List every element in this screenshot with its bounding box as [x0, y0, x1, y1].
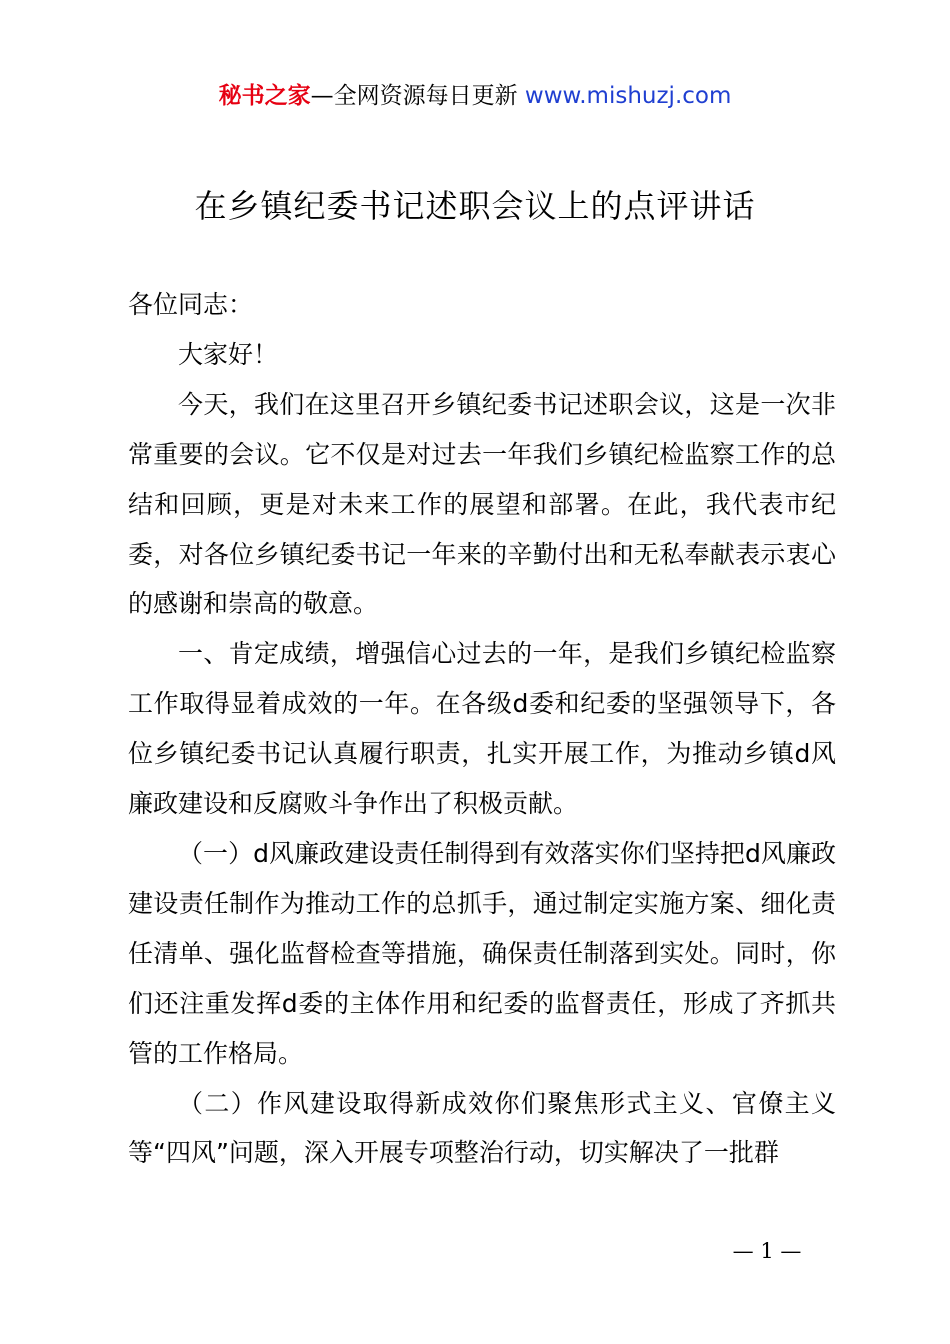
- site-tagline: —全网资源每日更新: [310, 83, 525, 109]
- paragraph-greeting: 大家好！: [178, 339, 279, 369]
- site-header: [0, 80, 950, 112]
- page-number: — 1 —: [732, 1239, 802, 1263]
- paragraph-opening: 今天，我们在这里召开乡镇纪委书记述职会议，这是一次非常重要的会议。它不仅是对过去一年我们乡镇纪检监察工作的总结和回顾，更是对未来工作的展望和部署。在此，我代表市纪委，对各位乡镇纪委书记一年来的辛勤付出和无私奉献表示衷心的感谢和崇高的敬意。: [128, 389, 836, 619]
- site-brand: 秘书之家: [218, 83, 311, 109]
- paragraph-subsection-two: （二）作风建设取得新成效你们聚焦形式主义、官僚主义等“四风”问题，深入开展专项整治行动，切实解决了一批群: [128, 1088, 836, 1168]
- document-body: [128, 280, 836, 1178]
- site-url[interactable]: www.mishuzj.com: [524, 83, 732, 109]
- paragraph-section-one: 一、肯定成绩，增强信心过去的一年，是我们乡镇纪检监察工作取得显着成效的一年。在各级d委和纪委的坚强领导下，各位乡镇纪委书记认真履行职责，扎实开展工作，为推动乡镇d风廉政建设和反腐败斗争作出了积极贡献。: [128, 639, 836, 819]
- document-title: 在乡镇纪委书记述职会议上的点评讲话: [194, 187, 756, 225]
- paragraph-salutation: 各位同志：: [128, 290, 254, 319]
- paragraph-subsection-one: （一）d风廉政建设责任制得到有效落实你们坚持把d风廉政建设责任制作为推动工作的总抓手，通过制定实施方案、细化责任清单、强化监督检查等措施，确保责任制落到实处。同时，你们还注重发挥d委的主体作用和纪委的监督责任，形成了齐抓共管的工作格局。: [128, 838, 836, 1068]
